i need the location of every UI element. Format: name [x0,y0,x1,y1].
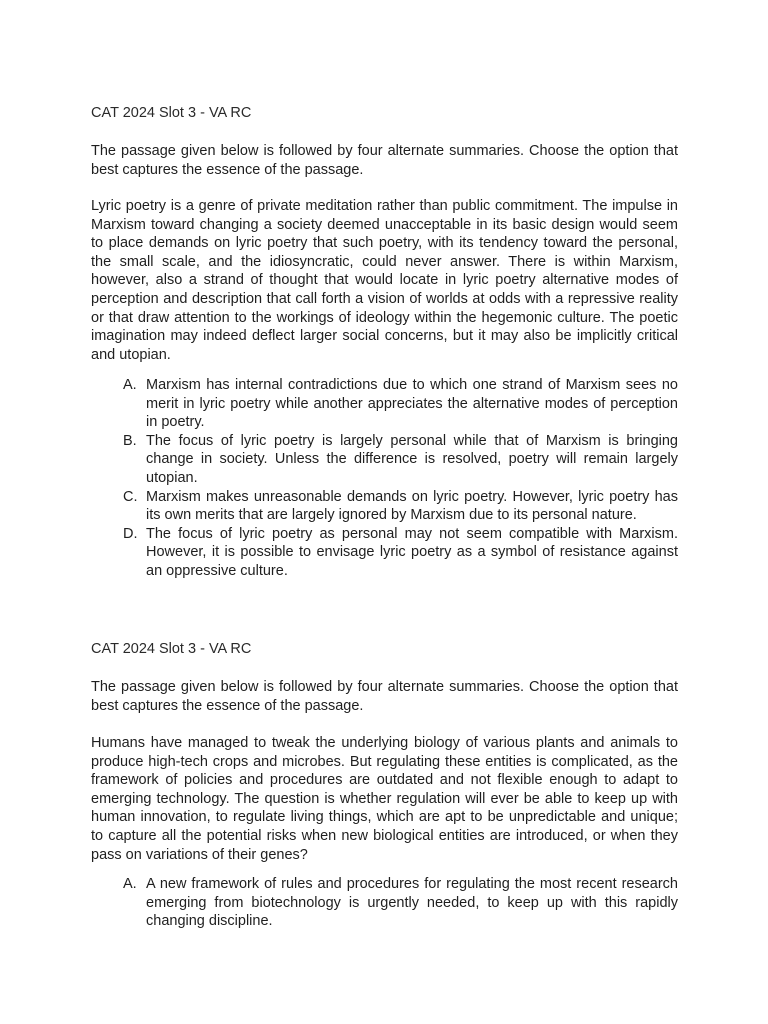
question-2-options [91,875,678,931]
question-2-instruction: The passage given below is followed by four alternate summaries. Choose the option that best captures the essence of the passage. [91,679,678,714]
question-1-option-d [91,525,678,581]
option-text: Marxism makes unreasonable demands on lyric poetry. However, lyric poetry has its own merits that are largely ignored by Marxism due to its personal nature. [146,488,678,524]
option-text: A new framework of rules and procedures for regulating the most recent research emerging from biotechnology is urgently needed, to keep up with this rapidly changing discipline. [146,876,678,930]
question-1-option-c [91,488,678,525]
question-1-heading: CAT 2024 Slot 3 - VA RC [91,105,252,121]
question-1-passage: Lyric poetry is a genre of private meditation rather than public commitment. The impulse in Marxism toward changing a society deemed unacceptable in its basic design would seem to place demands on lyric poetry that such poetry, with its tendency toward the personal, the small scale, and the idiosyncratic, could never answer. There is within Marxism, however, also a strand of thought that would locate in lyric poetry alternative modes of perception and description that call forth a vision of worlds at odds with a repressive reality or that draw attention to the workings of ideology within the hegemonic culture. The poetic imagination may indeed deflect larger social concerns, but it may also be implicitly critical and utopian. [91,198,678,363]
option-letter: C. [123,488,138,505]
option-text: Marxism has internal contradictions due to which one strand of Marxism sees no merit in lyric poetry while another appreciates the alternative modes of perception in poetry. [146,377,678,431]
question-1-options [91,376,678,581]
option-text: The focus of lyric poetry as personal may not seem compatible with Marxism. However, it is possible to envisage lyric poetry as a symbol of resistance against an oppressive culture. [146,525,678,579]
option-letter: D. [123,525,138,542]
question-2-heading: CAT 2024 Slot 3 - VA RC [91,641,252,657]
option-text: The focus of lyric poetry is largely personal while that of Marxism is bringing change in society. Unless the difference is resolved, poetry will remain largely utopian. [146,432,678,486]
option-letter: B. [123,432,137,449]
question-2-option-a [91,875,678,931]
option-letter: A. [123,377,137,393]
option-letter: A. [123,876,137,892]
question-1-option-a [91,376,678,432]
question-1-option-b [91,432,678,488]
question-1-instruction: The passage given below is followed by four alternate summaries. Choose the option that best captures the essence of the passage. [91,143,678,178]
question-2-passage: Humans have managed to tweak the underlying biology of various plants and animals to produce high-tech crops and microbes. But regulating these entities is complicated, as the framework of policies and procedures are outdated and not flexible enough to adapt to emerging technology. The question is whether regulation will ever be able to keep up with human innovation, to regulate living things, which are apt to be unpredictable and unique; to capture all the potential risks when new biological entities are introduced, or when they pass on variations of their genes? [91,735,678,863]
